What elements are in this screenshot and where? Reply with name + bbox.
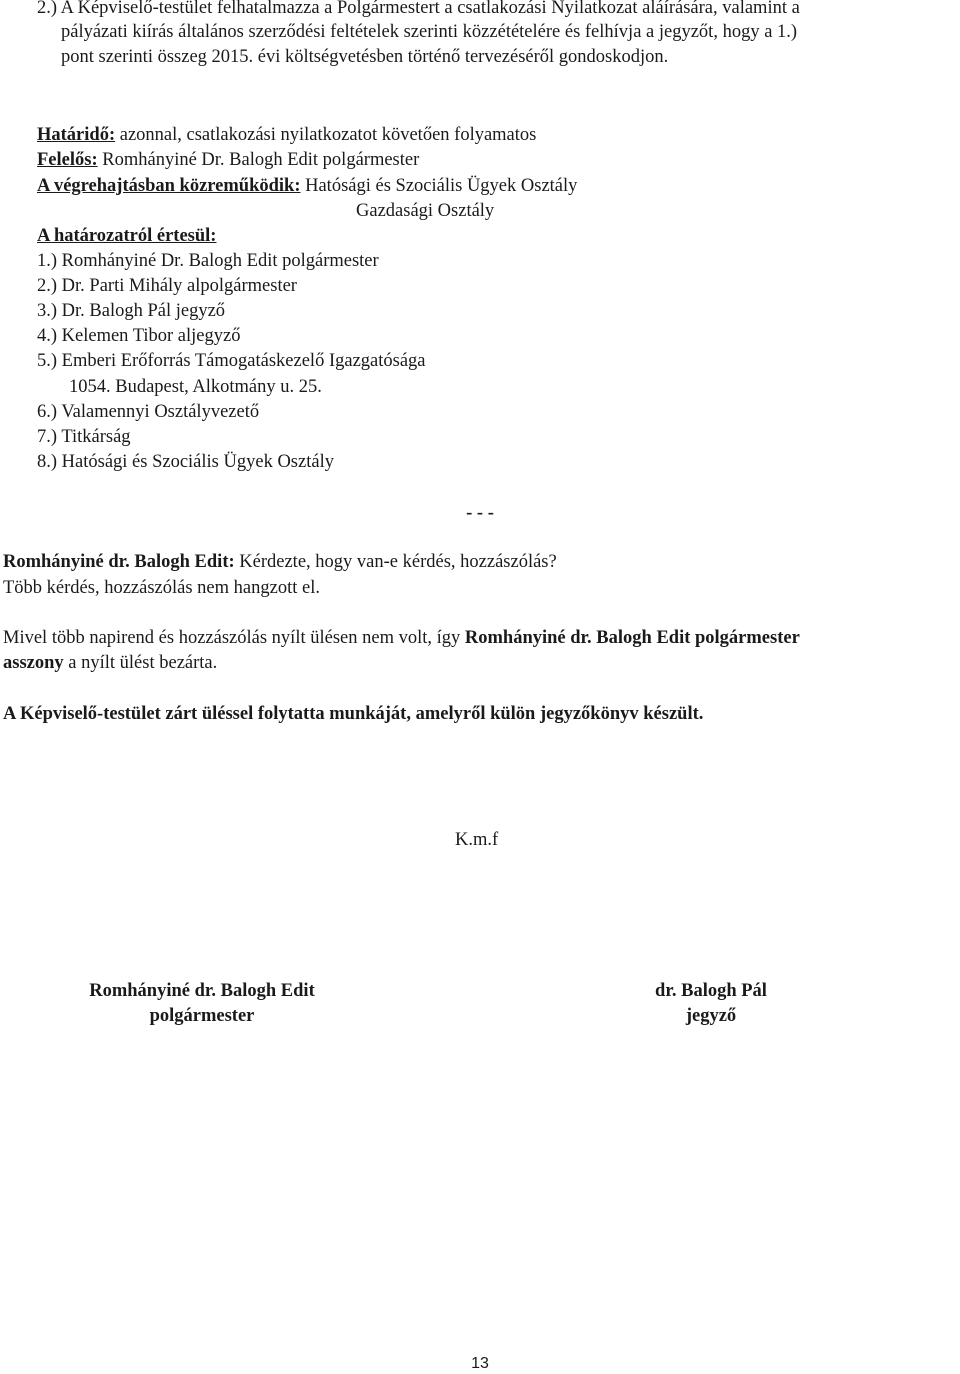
resolution-line-3: pont szerinti összeg 2015. évi költségvetésben történő tervezéséről gondoskodjon.: [61, 47, 669, 67]
resolution-line-2: pályázati kiírás általános szerződési feltételek szerinti közzétételére és felhívja a jegyzőt, hogy a 1.): [61, 22, 798, 42]
speaker-text: Kérdezte, hogy van-e kérdés, hozzászólás?: [234, 552, 557, 572]
notified-item-5: 5.) Emberi Erőforrás Támogatáskezelő Igazgatósága: [37, 351, 426, 371]
executor-label: A végrehajtásban közreműködik:: [37, 176, 301, 196]
notified-item-2: 2.) Dr. Parti Mihály alpolgármester: [37, 276, 297, 296]
closing-line-1: [3, 627, 800, 649]
responsible-line: [37, 149, 419, 171]
closing-mayor-name: Romhányiné dr. Balogh Edit polgármester: [464, 628, 800, 648]
notified-item-5-address: 1054. Budapest, Alkotmány u. 25.: [69, 377, 322, 397]
executor-value-1: Hatósági és Szociális Ügyek Osztály: [300, 176, 578, 196]
executor-line: [37, 175, 577, 197]
responsible-label: Felelős:: [37, 150, 98, 170]
speaker-name: Romhányiné dr. Balogh Edit:: [3, 552, 235, 572]
signature-left: [37, 979, 367, 1029]
section-separator: - - -: [466, 503, 494, 523]
notified-item-4: 4.) Kelemen Tibor aljegyző: [37, 326, 241, 346]
closing-text-2: a nyílt ülést bezárta.: [63, 653, 218, 673]
executor-value-2: Gazdasági Osztály: [356, 201, 495, 221]
resolution-line-1: 2.) A Képviselő-testület felhatalmazza a Polgármestert a csatlakozási Nyilatkozat aláírására, valamint a: [37, 0, 800, 18]
closing-text-1: Mivel több napirend és hozzászólás nyílt ülésen nem volt, így: [3, 628, 465, 648]
signature-right-name: dr. Balogh Pál: [655, 981, 767, 1001]
deadline-value: azonnal, csatlakozási nyilatkozatot követően folyamatos: [115, 125, 537, 145]
closed-session-note: A Képviselő-testület zárt üléssel folytatta munkáját, amelyről külön jegyzőkönyv készült.: [3, 704, 704, 724]
signature-left-name: Romhányiné dr. Balogh Edit: [89, 981, 315, 1001]
closing-asszony: asszony: [3, 653, 64, 673]
notified-item-1: 1.) Romhányiné Dr. Balogh Edit polgármester: [37, 251, 379, 271]
closing-line-2: [3, 652, 217, 674]
notified-label: A határozatról értesül:: [37, 226, 217, 246]
speaker-line: [3, 551, 557, 573]
deadline-label: Határidő:: [37, 125, 116, 145]
kmf-mark: K.m.f: [455, 830, 499, 850]
no-more-questions: Több kérdés, hozzászólás nem hangzott el.: [3, 578, 320, 598]
notified-item-7: 7.) Titkárság: [37, 427, 131, 447]
notified-item-3: 3.) Dr. Balogh Pál jegyző: [37, 301, 226, 321]
responsible-value: Romhányiné Dr. Balogh Edit polgármester: [97, 150, 420, 170]
signature-right-title: jegyző: [685, 1006, 737, 1026]
page-number: 13: [471, 1355, 489, 1372]
signature-right: [546, 979, 876, 1029]
deadline-line: [37, 124, 536, 146]
notified-item-6: 6.) Valamennyi Osztályvezető: [37, 402, 260, 422]
notified-item-8: 8.) Hatósági és Szociális Ügyek Osztály: [37, 452, 334, 472]
signature-left-title: polgármester: [149, 1006, 255, 1026]
